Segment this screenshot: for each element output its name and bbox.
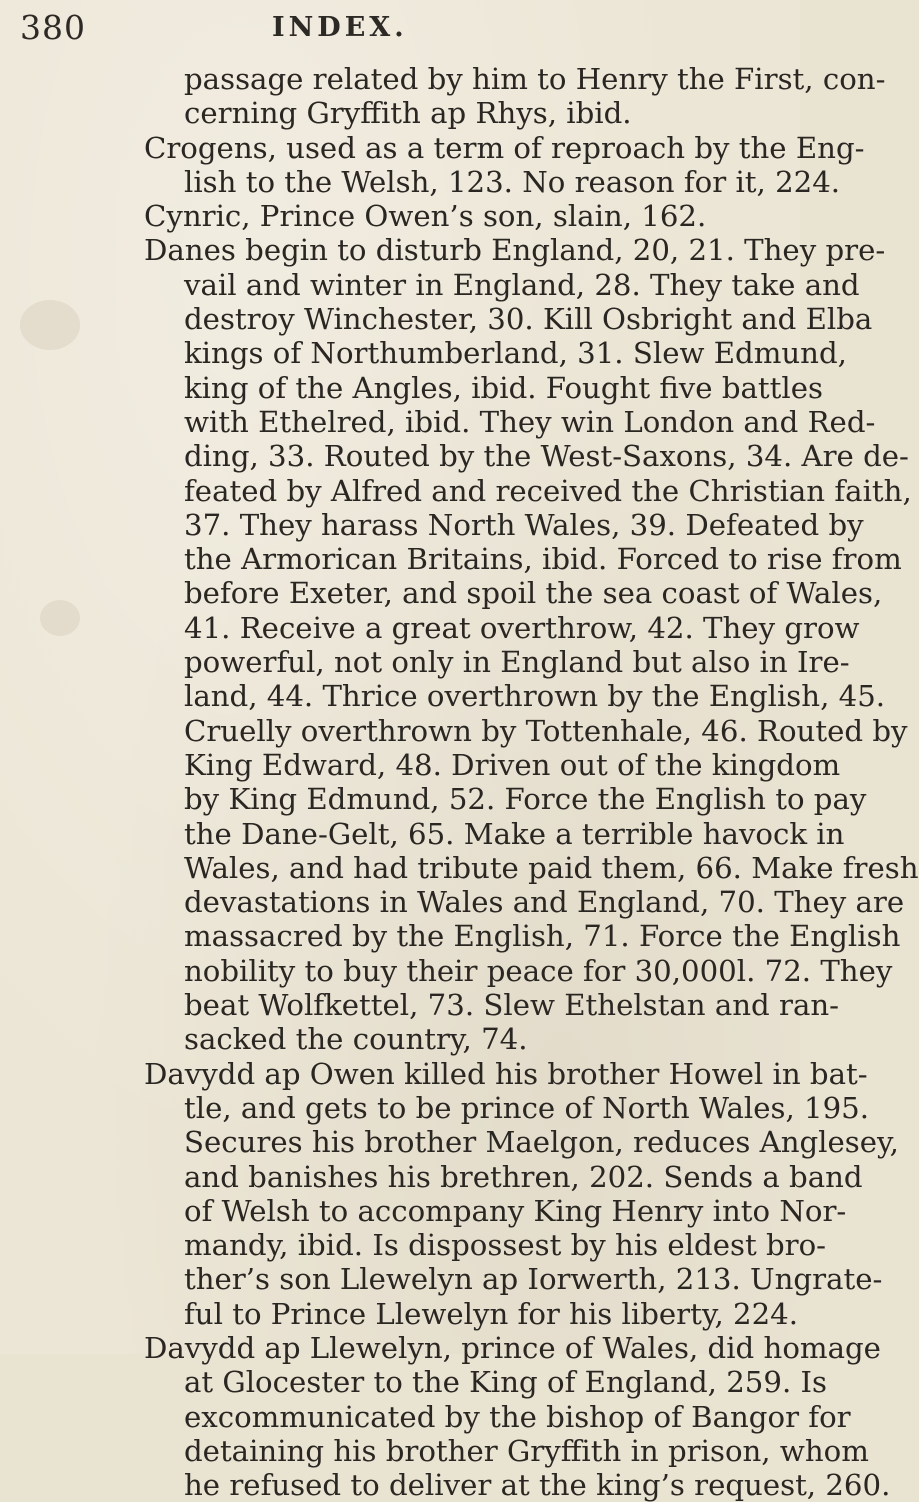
entry-continuation-line: sacked the country, 74. — [184, 1022, 528, 1057]
index-heading: INDEX. — [272, 12, 408, 43]
entry-continuation-line: feated by Alfred and received the Christian faith, — [184, 473, 912, 508]
entry-continuation-line: the Dane-Gelt, 65. Make a terrible havock in — [184, 816, 845, 851]
entry-continuation-line: at Glocester to the King of England, 259. Is — [184, 1365, 828, 1400]
index-entry — [144, 1056, 899, 1331]
entry-continuation-line: 41. Receive a great overthrow, 42. They grow — [184, 610, 860, 645]
entry-continuation-line: Wales, and had tribute paid them, 66. Make fresh — [184, 850, 919, 885]
entry-continuation-line: beat Wolfkettel, 73. Slew Ethelstan and ran- — [184, 988, 840, 1023]
entry-continuation-line: passage related by him to Henry the First, con- — [184, 62, 886, 96]
entry-continuation-line: powerful, not only in England but also in Ire- — [184, 645, 850, 680]
entry-continuation-line: cerning Gryffith ap Rhys, ibid. — [184, 96, 632, 131]
index-entry — [144, 130, 865, 200]
index-entries — [144, 62, 919, 1502]
paper-stain — [40, 600, 80, 636]
entry-headword-line: Cynric, Prince Owen’s son, slain, 162. — [144, 199, 707, 234]
entry-continuation-line: with Ethelred, ibid. They win London and Red- — [184, 404, 876, 439]
entry-continuation-line: devastations in Wales and England, 70. They are — [184, 885, 905, 920]
entry-continuation-line: he refused to deliver at the king’s request, 260. — [184, 1468, 891, 1502]
entry-continuation-line: mandy, ibid. Is dispossest by his eldest bro- — [184, 1228, 827, 1263]
entry-continuation-line: Secures his brother Maelgon, reduces Anglesey, — [184, 1125, 899, 1160]
entry-continuation-line: nobility to buy their peace for 30,000l. 72. They — [184, 953, 893, 988]
entry-continuation-line: 37. They harass North Wales, 39. Defeated by — [184, 507, 864, 542]
page-number: 380 — [20, 8, 86, 47]
entry-continuation-line: vail and winter in England, 28. They take and — [184, 267, 860, 302]
entry-continuation-line: massacred by the English, 71. Force the English — [184, 919, 901, 954]
index-entry — [144, 233, 919, 1057]
index-entry — [144, 1330, 891, 1502]
entry-continuation-line: destroy Winchester, 30. Kill Osbright and Elba — [184, 302, 873, 337]
entry-continuation-line: of Welsh to accompany King Henry into Nor- — [184, 1193, 847, 1228]
entry-continuation-line: kings of Northumberland, 31. Slew Edmund, — [184, 336, 847, 371]
entry-continuation-line: the Armorican Britains, ibid. Forced to rise from — [184, 542, 902, 577]
index-entry — [144, 62, 886, 131]
entry-continuation-line: King Edward, 48. Driven out of the kingdom — [184, 747, 841, 782]
entry-continuation-line: ther’s son Llewelyn ap Iorwerth, 213. Ungrate- — [184, 1262, 883, 1297]
entry-headword-line: Davydd ap Owen killed his brother Howel in bat- — [144, 1056, 868, 1091]
entry-continuation-line: by King Edmund, 52. Force the English to pay — [184, 782, 867, 817]
entry-continuation-line: excommunicated by the bishop of Bangor for — [184, 1399, 851, 1434]
entry-continuation-line: and banishes his brethren, 202. Sends a band — [184, 1159, 863, 1194]
entry-continuation-line: ding, 33. Routed by the West-Saxons, 34. Are de- — [184, 439, 909, 474]
entry-headword-line: Danes begin to disturb England, 20, 21. They pre- — [144, 233, 886, 268]
entry-continuation-line: before Exeter, and spoil the sea coast of Wales, — [184, 576, 883, 611]
entry-continuation-line: king of the Angles, ibid. Fought five battles — [184, 370, 823, 405]
entry-headword-line: Davydd ap Llewelyn, prince of Wales, did homage — [144, 1330, 881, 1365]
entry-continuation-line: ful to Prince Llewelyn for his liberty, 224. — [184, 1296, 799, 1331]
entry-headword-line: Crogens, used as a term of reproach by the Eng- — [144, 130, 865, 165]
entry-continuation-line: Cruelly overthrown by Tottenhale, 46. Routed by — [184, 713, 908, 748]
index-entry — [144, 199, 788, 233]
entry-continuation-line: lish to the Welsh, 123. No reason for it, 224. — [184, 164, 841, 199]
entry-continuation-line: tle, and gets to be prince of North Wales, 195. — [184, 1090, 869, 1125]
entry-continuation-line: land, 44. Thrice overthrown by the English, 45. — [184, 679, 886, 714]
paper-stain — [20, 300, 80, 350]
running-head — [20, 8, 780, 56]
entry-continuation-line: detaining his brother Gryffith in prison, whom — [184, 1433, 869, 1468]
